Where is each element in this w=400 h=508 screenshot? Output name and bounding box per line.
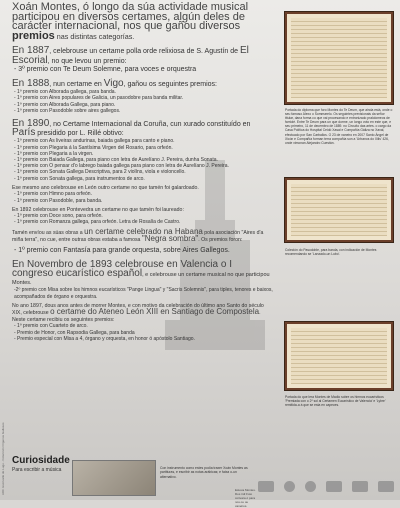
- curiosidade-subtitle: Para escribir a música: [12, 467, 62, 473]
- list-item: - 1º premio con Aires populares de Galicia, un pasodobre para banda militar.: [14, 95, 184, 102]
- score-image-pasodoble: [285, 178, 393, 242]
- logo-icon: [352, 481, 368, 492]
- section-1892: En 1892 celebrouse en Pontevedra un certame no que tamén foi laureado: - 1º premio con Doce sono, para orfeón. - 1º premio con Romanza gallega, para orfeón. Letra de Rosalía de Castro.: [12, 207, 274, 226]
- main-column: [12, 3, 274, 342]
- footer-small-text: Estoxa Montes. Dos ridí Foto cortesía ó para nos ou ou xaneiros.: [235, 488, 256, 508]
- list-item: - 1º premio con Plegaria á la Santísima Virgen del Rosario, para orfeón.: [14, 144, 173, 151]
- list-item: - 1º premio con Alborada Gallega, para piano.: [14, 101, 116, 108]
- list-item: - 1º premio con Pasodoble, para banda.: [14, 197, 103, 204]
- list-item: - 1º premio con As liveiras andurinas, baiada gallega para canto e piano.: [14, 138, 175, 145]
- list-item: - 1º premio con Cuarteto de arco.: [14, 323, 88, 330]
- curiosidade-block: [12, 455, 70, 473]
- list-item: - 1º premio con Sonata Gallega Descriptiva, para 2 violíns, viola e violoncello.: [14, 169, 186, 176]
- pasodoble-caption: Coleción do Pasodoble, para banda, con indicación de Montes recomendando se 'Lanzado-un Lubo'.: [285, 248, 377, 257]
- list-item: - 1º premio con Fantasía para grande orquesta, sobre Aires Gallegos.: [14, 246, 230, 254]
- list-item: - 1º premio con Himno para orfeón.: [14, 191, 92, 198]
- misa-caption: Portada do que lera Montes de Madio sobre os himnos eucarísticos 'Premiada con o 2º sol al Certamen Eucarístico de Valencia' e 'Lybre' remitida-a á que se esta en capeces.: [285, 395, 386, 408]
- list-item: - 1º premio con O pensar d'o labrego baiada gallega para piano con letra de Aurelíano J. Pereira.: [14, 163, 229, 170]
- list-item: -2º premio con Misa sobre los himnos eucarísticos "Pange Lingua" y "Sacris Solemnis", para tiples, tenores e baixos, acompañados de órgano e orquestra.: [14, 287, 273, 300]
- section-1893: En Novembro de 1893 celebrouse en Valencia o I congreso eucarístico español, e celebrouse un certame musical no que participou Montes. -2º premio con Misa sobre los himnos eucarísticos "Pange Lingua" y "Sacris Solemnis", para tiples, tenores e baixos, acompañados de órgano e orquestra.: [12, 258, 273, 300]
- logo-icon: [378, 481, 394, 492]
- list-item: - Premio de Honor, con Rapsodia Gallega, para banda: [14, 329, 135, 336]
- section-leon: Ese mesmo ano celebrouse en León outro certame no que tamén foi galardoado. - 1º premio con Himno para orfeón. - 1º premio con Pasodoble, para banda.: [12, 185, 274, 204]
- section-1897: No ano 1897, dous anos antes de morrer Montes, e con motivo da celebración do último ano Santo do século XIX, celebrouse o certame do Ateneo León XIII en Santiago de Compostela. Neste certame recibiu os seguintes premios: - 1º premio con Cuarteto de arco. - Premio de Honor, con Rapsodia Gallega, para banda - Premio especial con Misa a 4, órgano y orquesta, en honor ó apóstolo Santiago.: [12, 303, 274, 342]
- list-item: - Premio especial con Misa a 4, órgano y orquesta, en honor ó apóstolo Santiago.: [14, 335, 195, 342]
- list-item: - 3º premio con Te Deum Solemne, para voces e orquestra: [14, 65, 197, 73]
- diploma-caption: Portada do diploma que foro Montes do Te Deum, que ainda está, onde o seu famoso Alexo o Sommarelo. Os seguintes previsionais da señor titular, dana forma co que vai procesando e entronizado pralolomeos de farriolé. Entre Te Deum para un que dorme, un longo voto en este que, e seu primeiro, 11 de decembro de 1889. no Circuíto das artes. o cargo da Casa Política do Hospital Ceidó Xasal e Compañía Gáliza no Xaval, efectuado por San Carballos. O 23 de xaneiro en 2007 Santo Ángel de Xicón e Compañía forman terra compañía son a 'Urbanos do Xilis' 426, onde ximonan Alejandro Cuestán.: [285, 108, 393, 145]
- pen-image: [72, 460, 156, 496]
- list-item: - 1º premio con Alborada gallega, para banda.: [14, 89, 116, 96]
- seal-icon: [284, 481, 295, 492]
- list-item: - 1º premio con Sonata gallega, para instrumentos de arco.: [14, 175, 145, 182]
- pen-caption: Con instrumento como estes podía traxer Xoán Montes as partituras, e escribir as notas arábicas; e faixa o-un alternativo.: [160, 466, 248, 479]
- section-1888: En 1888, nun certame en Vigo, gañou os seguintes premios: - 1º premio con Alborada gallega, para banda. - 1º premio con Aires populares de Galicia, un pasodobre para banda militar. - 1º premio con Alborada Gallega, para piano. - 1º premio con Pasodoble sobre aires gallegos.: [12, 80, 274, 114]
- logo-icon: [258, 481, 274, 492]
- score-image-misa: [285, 322, 393, 390]
- side-credit: ADF. Escrivalle de Lugo - Colección Organos Gallesos: [1, 422, 5, 495]
- curiosidade-title: Curiosidade: [12, 455, 70, 466]
- section-habana: Tamén envíou as súas obras a un certame celebrado na Habana pola asociación "Aires d'a miña terra", no cue, entre outras obras estaba a famosa "Negra sombra". Os premios foron: - 1º premio con Fantasía para grande orquesta, sobre Aires Gallegos.: [12, 229, 274, 255]
- section-1890: En 1890, no Certame Internacional da Coruña, cun xurado constituído en París presidido por L. Rillé obtivo: - 1º premio con As liveiras andurinas, baiada gallega para canto e piano. - 1º premio con Plegaria á la Santísima Virgen del Rosario, para orfeón. - 1º premio con Plegaria a la virgen. - 1º premio con Baiada Gallega, para piano con letra de Aurelíano J. Pereira, dunha Sonata. - 1º premio con O pensar d'o labrego baiada gallega para piano con letra de Aurelíano J. Pereira. - 1º premio con Sonata Gallega Descriptiva, para 2 violíns, viola e violoncello. - 1º premio con Sonata gallega, para instrumentos de arco.: [12, 120, 274, 182]
- list-item: - 1º premio con Plegaria a la virgen.: [14, 150, 94, 157]
- diploma-image: [285, 12, 393, 104]
- logo-icon: [326, 481, 342, 492]
- section-1887: En 1887, celebrouse un certame polla orde relixiosa de S. Agustín de El Escorial, no que levou un premio: - 3º premio con Te Deum Solemne, para voces e orquestra: [12, 47, 274, 74]
- list-item: - 1º premio con Baiada Gallega, para piano con letra de Aurelíano J. Pereira, dunha Sonata.: [14, 157, 218, 164]
- list-item: - 1º premio con Romanza gallega, para orfeón. Letra de Rosalía de Castro.: [14, 219, 181, 226]
- seal-icon: [305, 481, 316, 492]
- intro-paragraph: Xoán Montes, ó longo da súa actividade musical participou en diversos certames, algún deles de carácter internacional, nos que gañou diversos premios nas distintas categorías.: [12, 1, 249, 42]
- list-item: - 1º premio con Doce sono, para orfeón.: [14, 213, 103, 220]
- premios-word: premios: [12, 29, 55, 42]
- footer-logos: [258, 478, 394, 494]
- list-item: - 1º premio con Pasodoble sobre aires gallegos.: [14, 107, 121, 114]
